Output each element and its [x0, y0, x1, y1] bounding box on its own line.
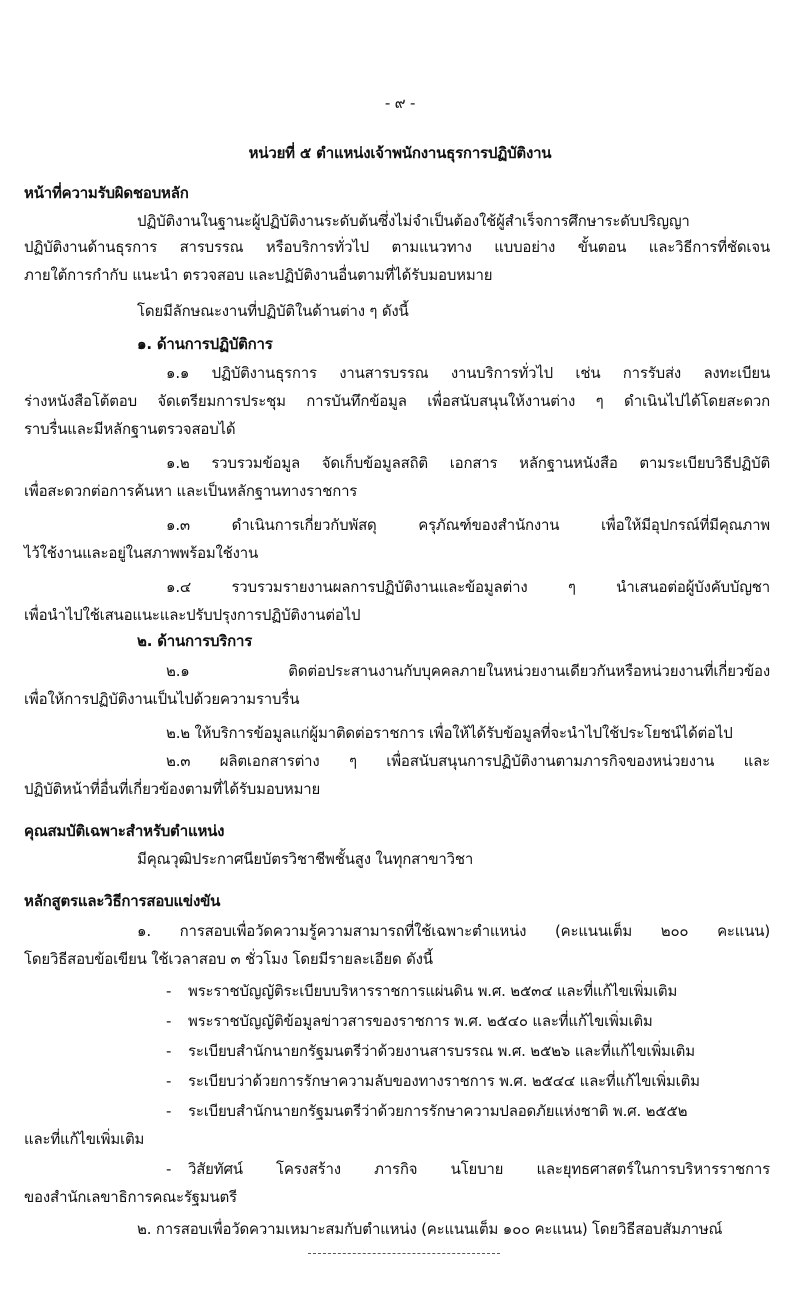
exam-topic: ระเบียบสำนักนายกรัฐมนตรีว่าด้วยงานสารบรรณ พ.ศ. ๒๕๒๖ และที่แก้ไขเพิ่มเติม	[188, 1042, 695, 1060]
duties-intro-line: ปฏิบัติงานด้านธุรการ สารบรรณ หรือบริการทั่วไป ตามแนวทาง แบบอย่าง ขั้นตอน และวิธีการที่ชัดเจน	[24, 238, 770, 256]
topic-dash: -	[166, 1072, 172, 1090]
item-line: เพื่อให้การปฏิบัติงานเป็นไปด้วยความราบรื่น	[24, 690, 300, 708]
item-line: ๒.๑ ติดต่อประสานงานกับบุคคลภายในหน่วยงานเดียวกันหรือหน่วยงานที่เกี่ยวข้อง	[166, 662, 770, 680]
exam-topic: ระเบียบสำนักนายกรัฐมนตรีว่าด้วยการรักษาความปลอดภัยแห่งชาติ พ.ศ. ๒๕๕๒	[188, 1102, 688, 1120]
duties-intro-line: ปฏิบัติงานในฐานะผู้ปฏิบัติงานระดับต้นซึ่งไม่จำเป็นต้องใช้ผู้สำเร็จการศึกษาระดับปริญญา	[137, 212, 690, 230]
section-heading: ๑. ด้านการปฏิบัติการ	[137, 335, 273, 353]
exam-part-line: โดยวิธีสอบข้อเขียน ใช้เวลาสอบ ๓ ชั่วโมง โดยมีรายละเอียด ดังนี้	[24, 950, 433, 968]
item-line: ๑.๓ ดำเนินการเกี่ยวกับพัสดุ ครุภัณฑ์ของสำนักงาน เพื่อให้มีอุปกรณ์ที่มีคุณภาพ	[166, 516, 770, 534]
topic-dash: -	[166, 1102, 172, 1120]
item-line: เพื่อนำไปใช้เสนอแนะและปรับปรุงการปฏิบัติงานต่อไป	[24, 606, 361, 624]
item-line: ปฏิบัติหน้าที่อื่นที่เกี่ยวข้องตามที่ได้รับมอบหมาย	[24, 780, 321, 798]
topic-dash: -	[166, 1160, 172, 1178]
item-line: ๒.๒ ให้บริการข้อมูลแก่ผู้มาติดต่อราชการ เพื่อให้ได้รับข้อมูลที่จะนำไปใช้ประโยชน์ได้ต่อไป	[166, 724, 733, 742]
exam-heading: หลักสูตรและวิธีการสอบแข่งขัน	[24, 892, 221, 910]
page-number: - ๙ -	[384, 94, 416, 112]
section-heading: ๒. ด้านการบริการ	[137, 632, 253, 650]
exam-part-line: ๑. การสอบเพื่อวัดความรู้ความสามารถที่ใช้เฉพาะตำแหน่ง (คะแนนเต็ม ๒๐๐ คะแนน)	[137, 922, 770, 940]
qualifications-heading: คุณสมบัติเฉพาะสำหรับตำแหน่ง	[24, 822, 225, 840]
topic-dash: -	[166, 1012, 172, 1030]
item-line: เพื่อสะดวกต่อการค้นหา และเป็นหลักฐานทางราชการ	[24, 482, 358, 500]
topic-dash: -	[166, 1042, 172, 1060]
topic-dash: -	[166, 982, 172, 1000]
exam-topic: วิสัยทัศน์ โครงสร้าง ภารกิจ นโยบาย และยุทธศาสตร์ในการบริหารราชการ	[188, 1160, 770, 1178]
item-line: ๑.๑ ปฏิบัติงานธุรการ งานสารบรรณ งานบริการทั่วไป เช่น การรับส่ง ลงทะเบียน	[166, 364, 770, 382]
exam-topic: พระราชบัญญัติระเบียบบริหารราชการแผ่นดิน พ.ศ. ๒๕๓๔ และที่แก้ไขเพิ่มเติม	[188, 982, 678, 1000]
item-line: ๒.๓ ผลิตเอกสารต่าง ๆ เพื่อสนับสนุนการปฏิบัติงานตามภารกิจของหน่วยงาน และ	[166, 752, 770, 770]
duties-heading: หน้าที่ความรับผิดชอบหลัก	[24, 184, 189, 202]
exam-topic-continued: และที่แก้ไขเพิ่มเติม	[24, 1130, 145, 1148]
exam-part-line: ๒. การสอบเพื่อวัดความเหมาะสมกับตำแหน่ง (คะแนนเต็ม ๑๐๐ คะแนน) โดยวิธีสอบสัมภาษณ์	[137, 1220, 723, 1238]
item-line: ราบรื่นและมีหลักฐานตรวจสอบได้	[24, 420, 236, 438]
exam-topic: พระราชบัญญัติข้อมูลข่าวสารของราชการ พ.ศ. ๒๕๔๐ และที่แก้ไขเพิ่มเติม	[188, 1012, 653, 1030]
page-title: หน่วยที่ ๕ ตำแหน่งเจ้าพนักงานธุรการปฏิบัติงาน	[248, 144, 552, 162]
qualifications-text: มีคุณวุฒิประกาศนียบัตรวิชาชีพชั้นสูง ในทุกสาขาวิชา	[137, 850, 474, 868]
duties-intro-line: ภายใต้การกำกับ แนะนำ ตรวจสอบ และปฏิบัติงานอื่นตามที่ได้รับมอบหมาย	[24, 266, 493, 284]
item-line: ร่างหนังสือโต้ตอบ จัดเตรียมการประชุม การบันทึกข้อมูล เพื่อสนับสนุนให้งานต่าง ๆ ดำเนินไปได้โดยสะดวก	[24, 392, 770, 410]
item-line: ๑.๔ รวบรวมรายงานผลการปฏิบัติงานและข้อมูลต่าง ๆ นำเสนอต่อผู้บังคับบัญชา	[166, 578, 770, 596]
duties-intro-line: โดยมีลักษณะงานที่ปฏิบัติในด้านต่าง ๆ ดังนี้	[137, 302, 409, 320]
exam-topic: ระเบียบว่าด้วยการรักษาความลับของทางราชการ พ.ศ. ๒๕๔๔ และที่แก้ไขเพิ่มเติม	[188, 1072, 700, 1090]
item-line: ๑.๒ รวบรวมข้อมูล จัดเก็บข้อมูลสถิติ เอกสาร หลักฐานหนังสือ ตามระเบียบวิธีปฏิบัติ	[166, 454, 770, 472]
exam-topic-continued: ของสำนักเลขาธิการคณะรัฐมนตรี	[24, 1188, 237, 1206]
end-divider	[308, 1253, 500, 1254]
item-line: ไว้ใช้งานและอยู่ในสภาพพร้อมใช้งาน	[24, 544, 259, 562]
